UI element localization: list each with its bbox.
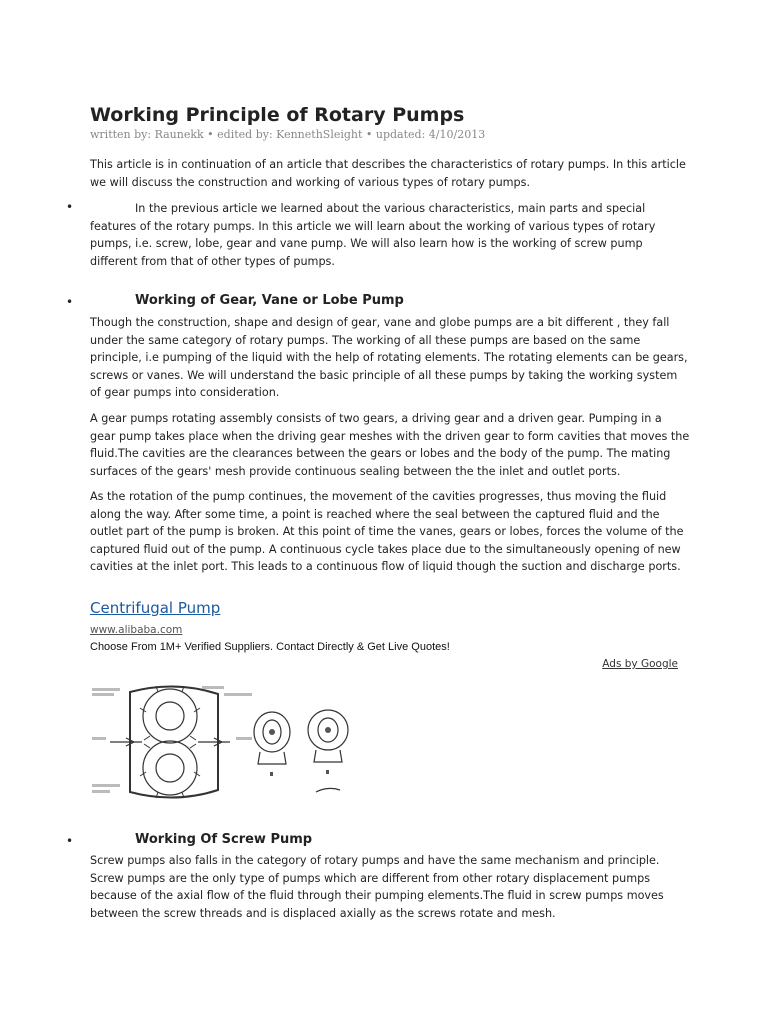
gear-pump-diagram — [90, 682, 260, 802]
bullet-marker: • — [66, 834, 74, 848]
intro-paragraph: This article is in continuation of an article that describes the characteristics of rotary pumps. In this article we will discuss the construction and working of various types of rotary pumps. — [90, 158, 686, 189]
article-byline: written by: Raunekk • edited by: KennethSleight • updated: 4/10/2013 — [90, 128, 486, 141]
ads-by-google-link[interactable]: Ads by Google — [602, 658, 678, 670]
section-heading-screw: Working Of Screw Pump — [135, 832, 313, 847]
ad-title-link[interactable]: Centrifugal Pump — [90, 599, 221, 617]
article-title: Working Principle of Rotary Pumps — [90, 104, 465, 126]
section2-paragraph-1: Screw pumps also falls in the category of rotary pumps and have the same mechanism and principle. Screw pumps are the only type of pumps which are different from other rotary displacement pumps because of the axial flow of the fluid through their pumping elements.The fluid in screw pumps moves between the screw threads and is displaced axially as the screws rotate and mesh. — [90, 854, 664, 920]
bullet-paragraph: In the previous article we learned about the various characteristics, main parts and special features of the rotary pumps. In this article we will learn about the working of various types of rotary pumps, i.e. screw, lobe, gear and vane pump. We will also learn how is the working of screw pump different from that of other types of pumps. — [90, 202, 656, 268]
ad-url-link[interactable]: www.alibaba.com — [90, 624, 183, 636]
section1-paragraph-3: As the rotation of the pump continues, the movement of the cavities progresses, thus moving the fluid along the way. After some time, a point is reached where the seal between the captured fluid and the outlet part of the pump is broken. At this point of time the vanes, gears or lobes, forces the volume of the captured fluid out of the pump. A continuous cycle takes place due to the simultaneously opening of new cavities at the inlet port. This leads to a continuous flow of liquid though the suction and discharge ports. — [90, 490, 684, 574]
section1-paragraph-2: A gear pumps rotating assembly consists of two gears, a driving gear and a driven gear. Pumping in a gear pump takes place when the driving gear meshes with the driven gear to form cavities that moves the fluid.The cavities are the clearances between the gears or lobes and the body of the pump. The mating surfaces of the gears' mesh provide continuous sealing between the the inlet and outlet ports. — [90, 412, 690, 478]
bullet-marker: • — [66, 200, 74, 214]
lobe-pump-diagram — [250, 708, 360, 798]
section1-paragraph-1: Though the construction, shape and design of gear, vane and globe pumps are a bit different , they fall under the same category of rotary pumps. The working of all these pumps are based on the same principle, i.e pumping of the liquid with the help of rotating elements. The rotating elements can be gears, screws or vanes. We will understand the basic principle of all these pumps by taking the working system of gear pumps into consideration. — [90, 316, 688, 400]
bullet-marker: • — [66, 295, 74, 309]
ad-description: Choose From 1M+ Verified Suppliers. Contact Directly & Get Live Quotes! — [90, 641, 450, 653]
section-heading-gear: Working of Gear, Vane or Lobe Pump — [135, 293, 404, 308]
